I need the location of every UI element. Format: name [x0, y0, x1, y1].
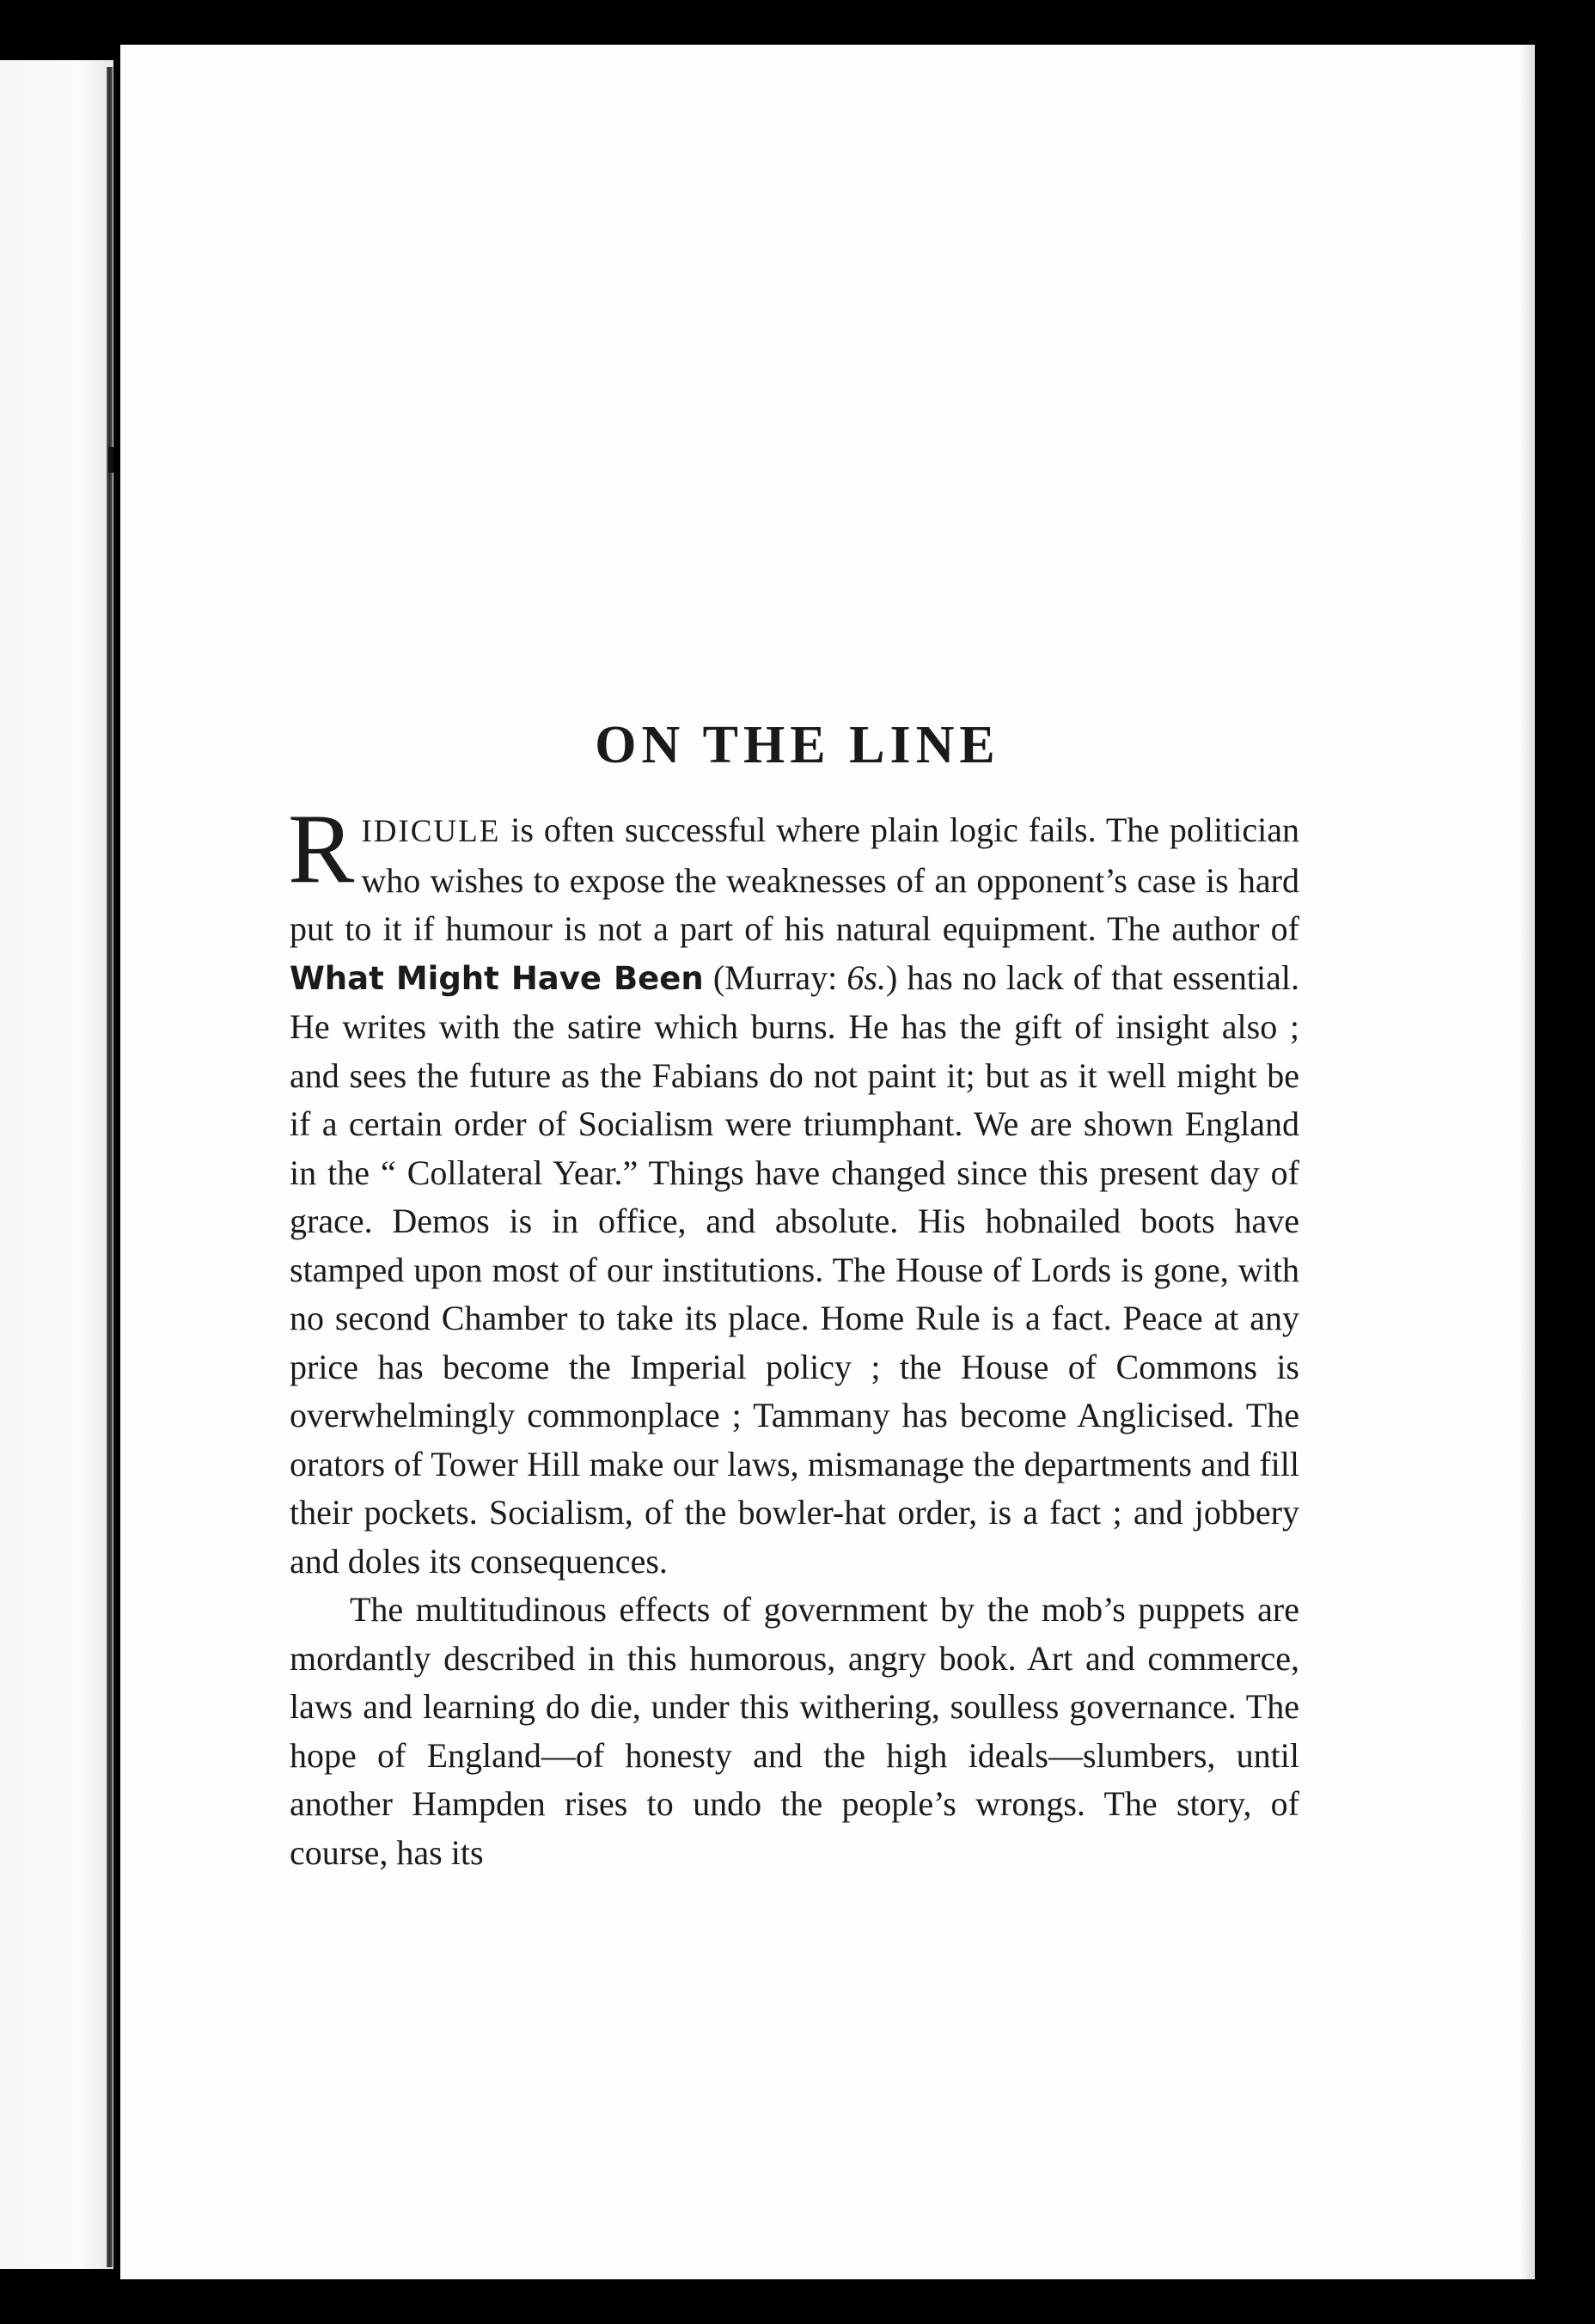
page-title: ON THE LINE — [595, 715, 1000, 774]
gutter-mark — [108, 447, 113, 473]
paragraph-1-text-a: is often successful where plain logic fails. The politician who wishes to expose the weaknesses of an opponent’s case is hard put to it if humour is not a part of his natural equipment. The author of — [290, 810, 1299, 948]
book-title: What Might Have Been — [290, 959, 704, 997]
paragraph-1-text-b: (Murray: — [703, 957, 847, 997]
binding-gutter — [107, 67, 113, 2267]
page-edge-shadow — [1521, 45, 1535, 2279]
paragraph-2: The multitudinous effects of government by the mob’s puppets are mordantly described in this humorous, angry book. Art and commerce, laws and learning do die, under this withering, soulless governance. The hope of England—of honesty and the high ideals—slumbers, until another Hampden rises to undo the people’s wrongs. The story, of course, has its — [290, 1590, 1299, 1872]
paragraph-1-text-c: ) has no lack of that essential. He writes with the satire which burns. He has the gift of insight also ; and sees the future as the Fabians do not paint it; but as it well might be if a certain order of Socialism were triumphant. We are shown England in the “ Collateral Year.” Things have changed since this present day of grace. Demos is in office, and absolute. His hobnailed boots have stamped upon most of our institutions. The House of Lords is gone, with no second Chamber to take its place. Home Rule is a fact. Peace at any price has become the Imperial policy ; the House of Commons is overwhelmingly commonplace ; Tammany has become Anglicised. The orators of Tower Hill make our laws, mismanage the departments and fill their pockets. Socialism, of the bowler-hat order, is a fact ; and jobbery and doles its consequences. — [290, 957, 1299, 1581]
drop-cap: R — [288, 794, 355, 904]
facing-page-edge — [0, 60, 113, 2269]
article-body — [288, 794, 1299, 1877]
paragraph-1 — [288, 794, 1299, 1586]
lead-word: IDICULE — [361, 814, 501, 849]
price: 6s. — [846, 957, 886, 997]
